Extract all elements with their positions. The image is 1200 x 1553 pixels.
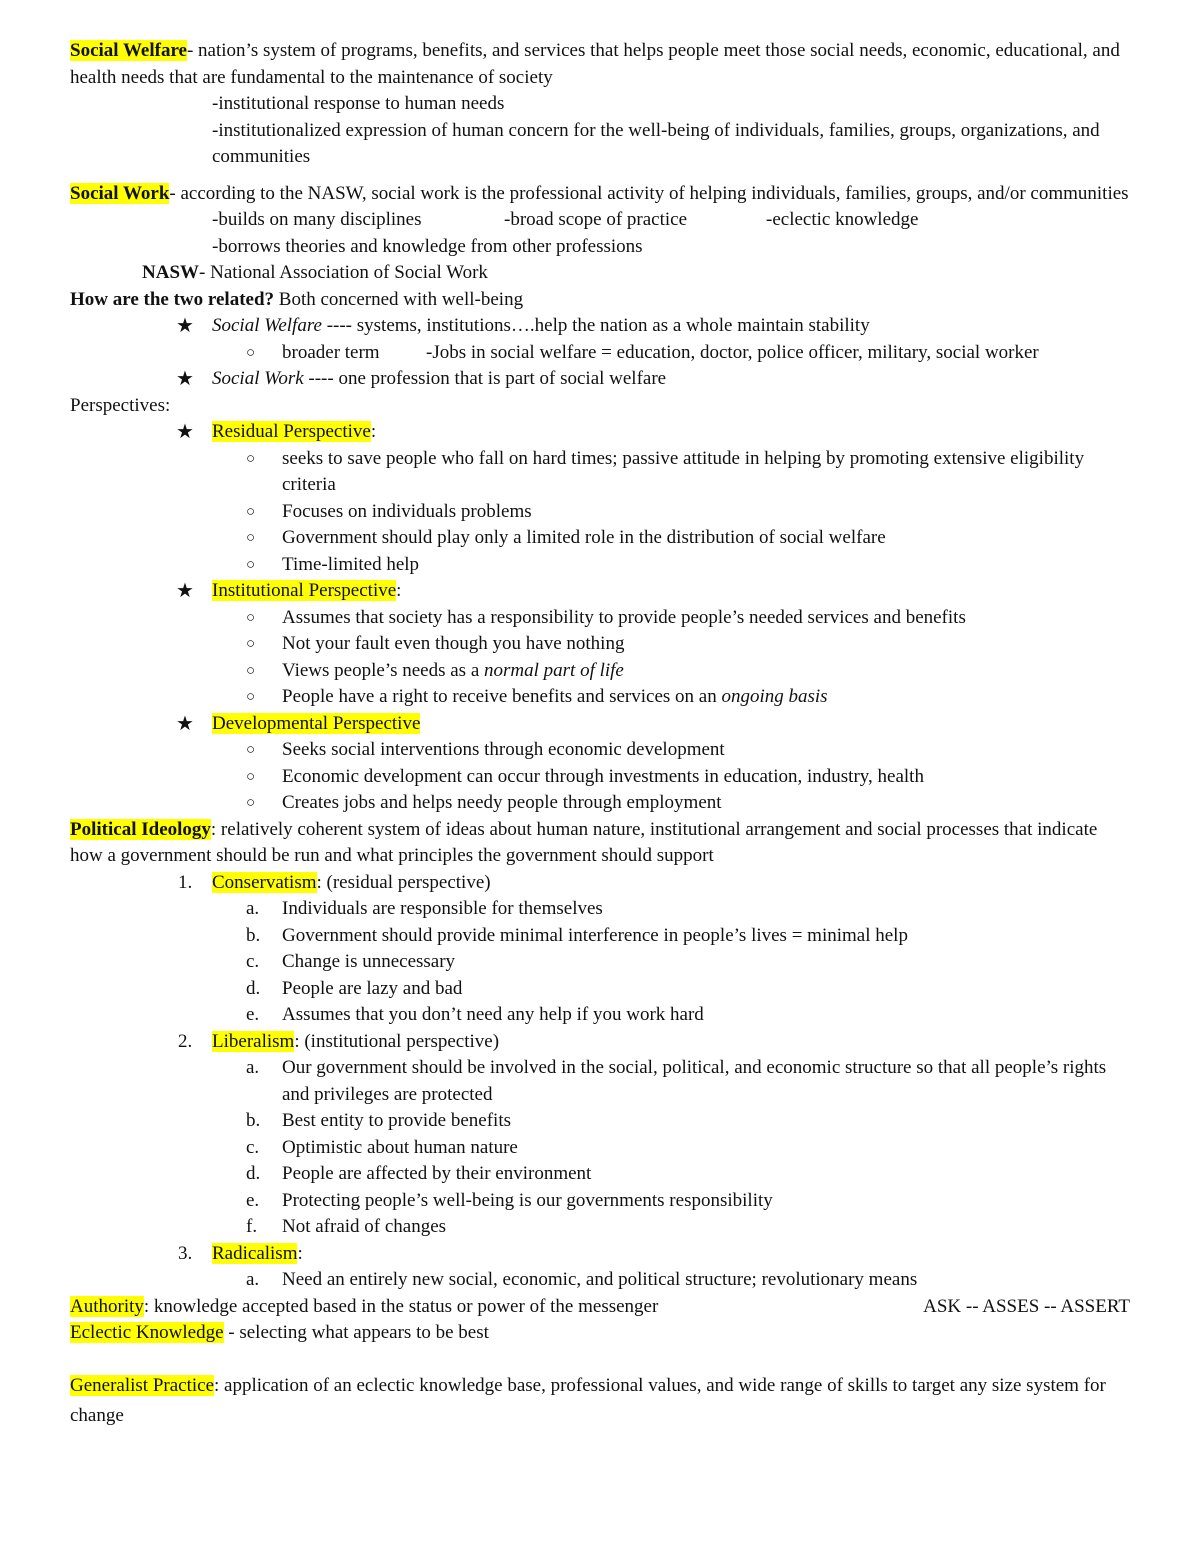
social-welfare-definition: Social Welfare- nation’s system of programs, benefits, and services that helps people meet those social needs, economic, educational, and health needs that are fundamental to the maintenance of society [70, 40, 1120, 88]
residual-heading: ★ Residual Perspective: [70, 419, 1130, 446]
list-item-text: Time-limited help [282, 553, 420, 575]
list-item [70, 1188, 1130, 1215]
list-item-text: Need an entirely new social, economic, and political structure; revolutionary means [282, 1269, 918, 1290]
eclectic-knowledge-line: Eclectic Knowledge - selecting what appears to be best [70, 1322, 489, 1343]
ideology-title: Conservatism [212, 871, 317, 893]
list-letter: a. [246, 1057, 260, 1078]
related-question: How are the two related? Both concerned with well-being [70, 288, 524, 310]
ideology-heading [70, 1241, 1130, 1268]
list-number: 1. [178, 871, 193, 893]
list-letter: a. [246, 1269, 260, 1290]
list-item: ○ Not your fault even though you have nothing [70, 631, 1130, 658]
list-item-text: Creates jobs and helps needy people through employment [282, 792, 722, 813]
list-item-text: People are affected by their environment [282, 1163, 592, 1184]
list-item: ○ Views people’s needs as a normal part of life [70, 658, 1130, 685]
social-welfare-term: Social Welfare [70, 40, 187, 61]
list-item [70, 499, 1130, 526]
list-item-text: Government should play only a limited role in the distribution of social welfare [282, 527, 886, 548]
conservatism-section [70, 870, 1130, 1029]
list-item-text: seeks to save people who fall on hard times; passive attitude in helping by promoting extensive eligibility criteria [282, 447, 1085, 495]
list-item-text: Focuses on individuals problems [282, 500, 532, 522]
circle-bullet-icon: ○ [246, 742, 256, 758]
liberalism-section [70, 1029, 1130, 1241]
social-work-term: Social Work [70, 182, 170, 204]
list-letter: e. [246, 1189, 260, 1211]
political-ideology-definition: Political Ideology: relatively coherent system of ideas about human nature, institutional arrangement and social processes that indicate how a government should be run and what principles the government should support [70, 818, 1098, 866]
list-letter: d. [246, 1163, 261, 1184]
perspectives-label: Perspectives: [70, 394, 171, 416]
list-letter: c. [246, 1136, 260, 1158]
list-number: 2. [178, 1030, 193, 1052]
circle-bullet-icon: ○ [246, 344, 256, 361]
list-item [70, 949, 1130, 976]
list-item-text: Economic development can occur through investments in education, industry, health [282, 765, 924, 787]
circle-bullet-icon: ○ [246, 636, 256, 652]
star-icon: ★ [176, 712, 194, 735]
social-welfare-sub-1: -institutional response to human needs [212, 93, 505, 114]
authority-line: Authority: knowledge accepted based in the status or power of the messenger ASK -- ASSES -- ASSERT [70, 1294, 1130, 1321]
list-item [70, 1055, 1130, 1108]
list-letter: b. [246, 924, 261, 946]
ideology-heading [70, 870, 1130, 897]
list-item [70, 446, 1130, 499]
star-icon: ★ [176, 368, 194, 390]
list-letter: b. [246, 1110, 261, 1131]
list-item [70, 552, 1130, 579]
social-work-definition: Social Work- according to the NASW, social work is the professional activity of helping individuals, families, groups, and/or communities [70, 182, 1129, 204]
list-item [70, 1108, 1130, 1135]
ideology-title: Radicalism [212, 1242, 298, 1264]
circle-bullet-icon: ○ [246, 556, 256, 573]
ideology-heading [70, 1029, 1130, 1056]
related-welfare-item: ★ Social Welfare ---- systems, institutions….help the nation as a whole maintain stability [70, 313, 1130, 340]
developmental-list [70, 737, 1130, 817]
list-item [70, 923, 1130, 950]
list-item [70, 1267, 1130, 1294]
circle-bullet-icon: ○ [246, 689, 256, 705]
related-work-item: ★ Social Work ---- one profession that is part of social welfare [70, 366, 1130, 393]
social-work-sub: -borrows theories and knowledge from other professions [212, 235, 643, 257]
star-icon: ★ [176, 315, 194, 337]
list-letter: f. [246, 1216, 258, 1237]
list-item-text: Optimistic about human nature [282, 1136, 518, 1158]
circle-bullet-icon: ○ [246, 662, 256, 679]
circle-bullet-icon: ○ [246, 530, 256, 546]
generalist-practice-line: Generalist Practice: application of an eclectic knowledge base, professional values, and wide range of skills to target any size system for change [70, 1374, 1106, 1426]
list-letter: d. [246, 977, 261, 999]
institutional-heading: ★ Institutional Perspective: [70, 578, 1130, 605]
social-work-columns: -builds on many disciplines -broad scope of practice -eclectic knowledge [212, 209, 919, 230]
list-item [70, 1214, 1130, 1241]
circle-bullet-icon: ○ [246, 609, 256, 626]
list-item-text: Not afraid of changes [282, 1216, 447, 1237]
ideology-note: : (residual perspective) [316, 871, 491, 893]
list-item [70, 896, 1130, 923]
list-item-text: Change is unnecessary [282, 951, 456, 972]
list-item [70, 790, 1130, 817]
list-letter: e. [246, 1004, 260, 1025]
list-item [70, 737, 1130, 764]
list-item-text: Our government should be involved in the social, political, and economic structure so that all people’s rights and privileges are protected [282, 1057, 1107, 1105]
list-item-text: Individuals are responsible for themselves [282, 898, 603, 919]
circle-bullet-icon: ○ [246, 795, 256, 811]
list-item [70, 976, 1130, 1003]
list-item [70, 1161, 1130, 1188]
ideology-note: : [297, 1242, 303, 1264]
list-item [70, 1002, 1130, 1029]
ideology-title: Liberalism [212, 1030, 295, 1052]
circle-bullet-icon: ○ [246, 450, 256, 467]
developmental-heading: ★ Developmental Perspective [70, 711, 1130, 738]
list-item-text: Assumes that you don’t need any help if you work hard [282, 1004, 704, 1025]
list-letter: c. [246, 951, 260, 972]
circle-bullet-icon: ○ [246, 503, 256, 520]
residual-list [70, 446, 1130, 579]
list-item: ○ People have a right to receive benefits and services on an ongoing basis [70, 684, 1130, 711]
ideology-note: : (institutional perspective) [294, 1030, 500, 1052]
list-item [70, 1135, 1130, 1162]
ask-asses-assert: ASK -- ASSES -- ASSERT [923, 1295, 1130, 1317]
list-item-text: Government should provide minimal interference in people’s lives = minimal help [282, 924, 908, 946]
star-icon: ★ [176, 580, 194, 602]
list-item [70, 764, 1130, 791]
list-letter: a. [246, 898, 260, 919]
social-welfare-sub-2: -institutionalized expression of human concern for the well-being of individuals, families, groups, organizations, and communities [212, 119, 1100, 167]
list-item: ○ Assumes that society has a responsibility to provide people’s needed services and benefits [70, 605, 1130, 632]
star-icon: ★ [176, 421, 194, 443]
list-item [70, 525, 1130, 552]
list-item-text: Best entity to provide benefits [282, 1110, 512, 1131]
list-item-text: Protecting people’s well-being is our governments responsibility [282, 1189, 773, 1211]
related-broader-item: ○ broader term -Jobs in social welfare = education, doctor, police officer, military, social worker [70, 340, 1130, 367]
nasw-line: NASW- National Association of Social Work [142, 262, 488, 283]
list-item-text: Seeks social interventions through economic development [282, 739, 725, 760]
radicalism-section [70, 1241, 1130, 1294]
circle-bullet-icon: ○ [246, 768, 256, 785]
list-item-text: People are lazy and bad [282, 977, 463, 999]
list-number: 3. [178, 1242, 193, 1264]
